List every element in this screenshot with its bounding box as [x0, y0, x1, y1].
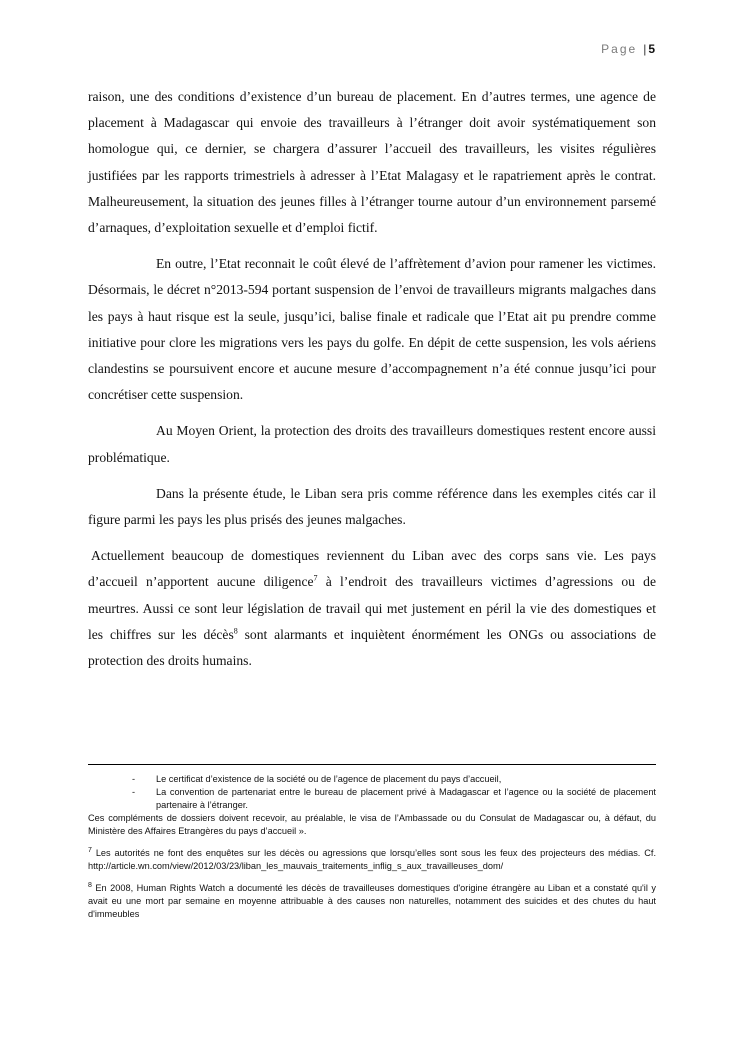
footnote-divider [88, 764, 656, 765]
footnote-8-text: En 2008, Human Rights Watch a documenté les décès de travailleuses domestiques d'origine étrangère au Liban et a constaté qu'il y avait eu une mort par semaine en moyenne attribuable à des causes non naturelles, notamment des suicides et des chutes du haut d'immeubles [88, 883, 656, 919]
list-item [132, 786, 656, 812]
paragraph-4: Dans la présente étude, le Liban sera pris comme référence dans les exemples cités car il figure parmi les pays les plus prisés des jeunes malgaches. [88, 485, 656, 528]
list-item [132, 773, 656, 786]
paragraph-5 [88, 543, 656, 674]
page-label: Page [601, 42, 638, 56]
footnotes [88, 773, 656, 921]
paragraph-5-part-2: à l’endroit des travailleurs victimes d’agressions ou de meurtres. Aussi ce sont leur législation de travail qui met justement en péril la vie des domestiques et les chiffres sur les décès [88, 574, 656, 642]
footnote-ref-7[interactable]: 7 [313, 573, 318, 583]
footnote-ref-8[interactable]: 8 [233, 626, 238, 636]
footnote-continuation: Ces compléments de dossiers doivent recevoir, au préalable, le visa de l’Ambassade ou du Consulat de Madagascar ou, à défaut, du Ministère des Affaires Etrangères du pays d’accueil ». [88, 813, 656, 836]
paragraph-1: raison, une des conditions d’existence d’un bureau de placement. En d’autres termes, une agence de placement à Madagascar qui envoie des travailleurs à l’étranger doit avoir systématiquement son homologue qui, ce dernier, se chargera d’assurer l’accueil des travailleurs, les visites régulières justifiées par les rapports trimestriels à adresser à l’Etat Malagasy et le rapatriement après le contrat. Malheureusement, la situation des jeunes filles à l’étranger tourne autour d’un environnement parsemé d’arnaques, d’exploitation sexuelle et d’emploi fictif. [88, 89, 656, 236]
list-item-text: Le certificat d’existence de la société ou de l’agence de placement du pays d’accueil, [156, 774, 502, 784]
footnote-7 [88, 847, 656, 873]
page-header [601, 42, 655, 56]
paragraph-2: En outre, l’Etat reconnait le coût élevé de l’affrètement d’avion pour ramener les victimes. Désormais, le décret n°2013-594 portant suspension de l’envoi de travailleurs migrants malgaches dans les pays à haut risque est la seule, jusqu’ici, balise finale et radicale que l’Etat ait pu prendre comme initiative pour clore les migrations vers les pays du golfe. En dépit de cette suspension, les vols aériens clandestins se poursuivent encore et aucune mesure d’accompagnement n’a été connue jusqu’ici pour concrétiser cette suspension. [88, 256, 656, 403]
paragraph-5-part-1: Actuellement beaucoup de domestiques reviennent du Liban avec des corps sans vie. Les pays d’accueil n’apportent aucune diligence [88, 548, 656, 590]
page-number: 5 [648, 42, 655, 56]
page-separator: | [643, 42, 647, 56]
footnote-7-text[interactable]: Les autorités ne font des enquêtes sur les décès ou agressions que lorsqu’elles sont sous les feux des projecteurs des médias. Cf. http://article.wn.com/view/2012/03/23/liban_les_mauvais_traitements_inflig_s_aux_travailleuses_dom/ [88, 848, 656, 871]
paragraph-5-part-3: sont alarmants et inquiètent énormément les ONGs ou associations de protection des droits humains. [88, 626, 656, 669]
footnote-list [132, 773, 656, 812]
footnote-7-mark: 7 [88, 846, 92, 854]
bullet-dash: - [132, 774, 136, 784]
paragraph-3: Au Moyen Orient, la protection des droits des travailleurs domestiques restent encore aussi problématique. [88, 423, 656, 465]
list-item-text: La convention de partenariat entre le bureau de placement privé à Madagascar et l’agence ou la société de placement partenaire à l’étranger. [156, 787, 656, 810]
body-text [88, 84, 656, 684]
footnote-8-mark: 8 [88, 881, 92, 889]
footnote-8 [88, 882, 656, 921]
bullet-dash: - [132, 787, 136, 797]
